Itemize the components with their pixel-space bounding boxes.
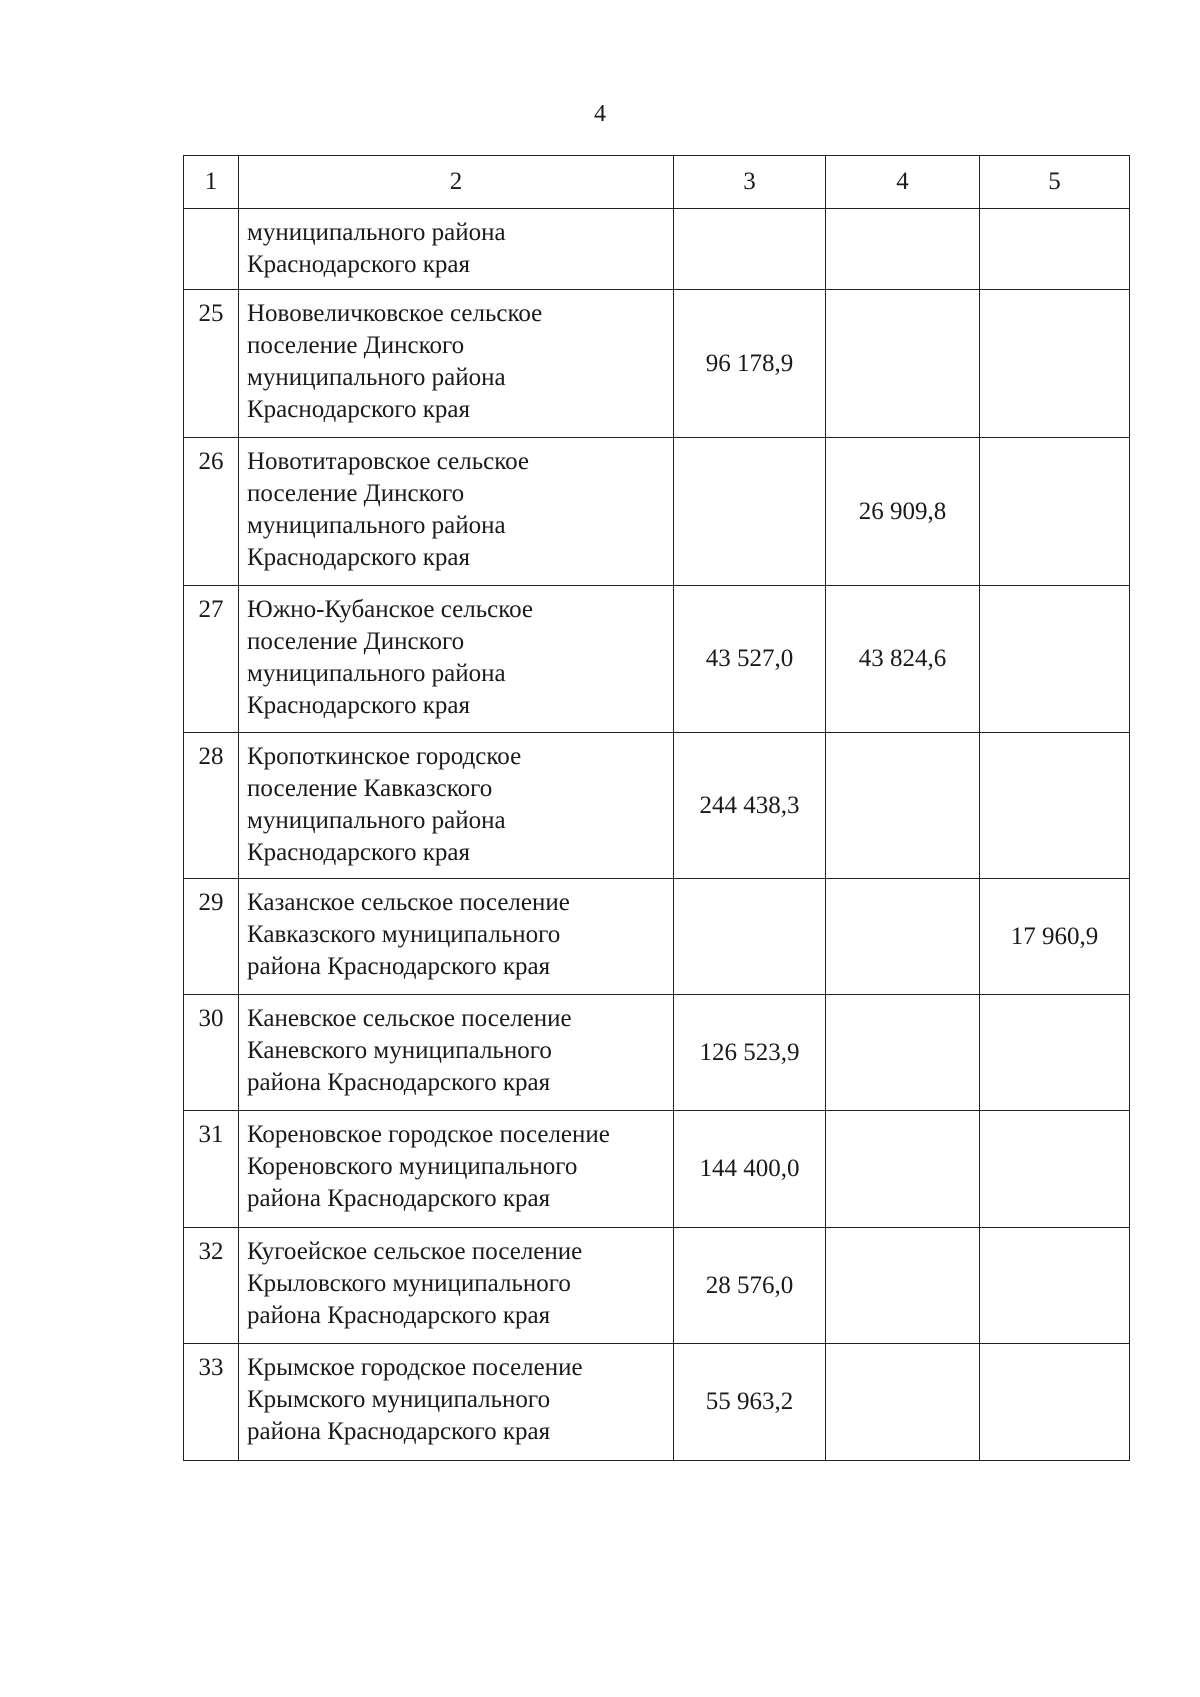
header-col-1: 1 [184,156,239,209]
value-col-3: 28 576,0 [674,1228,826,1344]
row-number: 25 [184,290,239,438]
value-col-3 [674,879,826,995]
value-col-3: 244 438,3 [674,733,826,879]
row-number: 29 [184,879,239,995]
table-row [184,1344,1130,1461]
value-col-4 [826,733,980,879]
row-number: 33 [184,1344,239,1461]
settlement-name: Южно-Кубанское сельское поселение Динского муниципального района Краснодарского края [239,586,674,733]
settlement-name: Кропоткинское городское поселение Кавказского муниципального района Краснодарского края [239,733,674,879]
value-col-4 [826,995,980,1111]
row-number: 26 [184,438,239,586]
settlement-name: Новотитаровское сельское поселение Динского муниципального района Краснодарского края [239,438,674,586]
row-number [184,209,239,290]
value-col-3: 126 523,9 [674,995,826,1111]
value-col-5 [980,438,1130,586]
value-col-5 [980,733,1130,879]
table-row [184,290,1130,438]
value-col-4: 26 909,8 [826,438,980,586]
value-col-3: 55 963,2 [674,1344,826,1461]
table-row [184,995,1130,1111]
value-col-3: 96 178,9 [674,290,826,438]
settlement-name: Кугоейское сельское поселение Крыловского муниципального района Краснодарского края [239,1228,674,1344]
value-col-5: 17 960,9 [980,879,1130,995]
settlement-name: муниципального района Краснодарского края [239,209,674,290]
table-row [184,1111,1130,1228]
value-col-3 [674,438,826,586]
value-col-4 [826,1344,980,1461]
row-number: 28 [184,733,239,879]
value-col-4 [826,1111,980,1228]
table-row [184,209,1130,290]
page-number: 4 [594,101,606,127]
value-col-4 [826,290,980,438]
value-col-5 [980,290,1130,438]
settlement-name: Нововеличковское сельское поселение Динского муниципального района Краснодарского края [239,290,674,438]
value-col-5 [980,209,1130,290]
settlement-name: Крымское городское поселение Крымского муниципального района Краснодарского края [239,1344,674,1461]
row-number: 30 [184,995,239,1111]
row-number: 27 [184,586,239,733]
table-row [184,438,1130,586]
settlement-name: Каневское сельское поселение Каневского муниципального района Краснодарского края [239,995,674,1111]
table-row [184,733,1130,879]
settlement-name: Казанское сельское поселение Кавказского муниципального района Краснодарского края [239,879,674,995]
table-header-row [184,156,1130,209]
value-col-4: 43 824,6 [826,586,980,733]
value-col-5 [980,1228,1130,1344]
value-col-3: 144 400,0 [674,1111,826,1228]
header-col-5: 5 [980,156,1130,209]
value-col-5 [980,586,1130,733]
value-col-3 [674,209,826,290]
row-number: 32 [184,1228,239,1344]
value-col-4 [826,209,980,290]
row-number: 31 [184,1111,239,1228]
header-col-2: 2 [239,156,674,209]
settlement-name: Кореновское городское поселение Кореновского муниципального района Краснодарского края [239,1111,674,1228]
value-col-3: 43 527,0 [674,586,826,733]
value-col-5 [980,995,1130,1111]
value-col-4 [826,1228,980,1344]
value-col-5 [980,1344,1130,1461]
table-row [184,879,1130,995]
value-col-4 [826,879,980,995]
header-col-3: 3 [674,156,826,209]
value-col-5 [980,1111,1130,1228]
allocation-table [183,155,1130,1461]
table-row [184,586,1130,733]
header-col-4: 4 [826,156,980,209]
table-row [184,1228,1130,1344]
